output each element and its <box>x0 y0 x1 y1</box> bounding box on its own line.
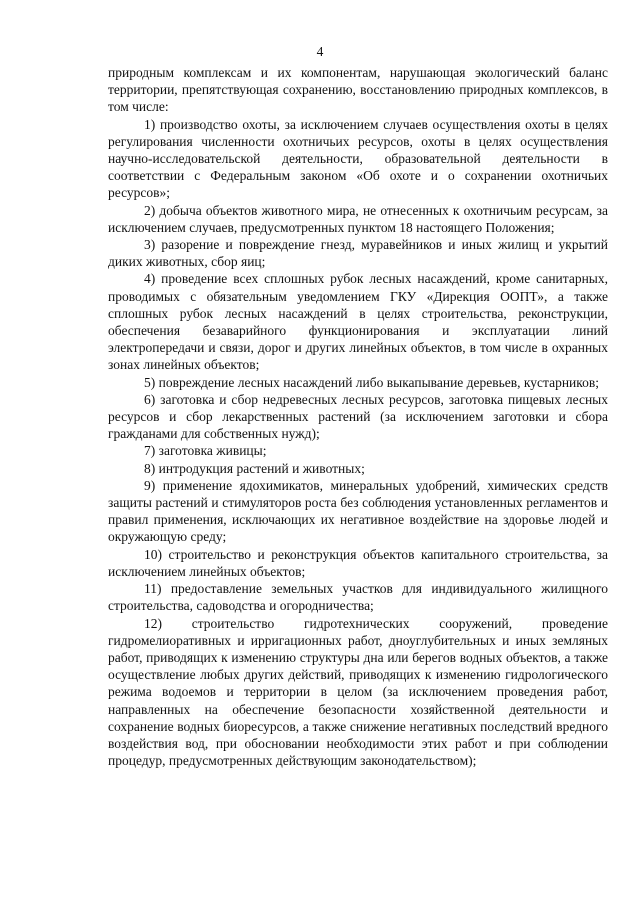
list-item-12: 12) строительство гидротехнических сооружений, проведение гидромелиоративных и ирригационных работ, дноуглубительных и иных земляных работ, приводящих к изменению структуры дна или берегов водных объектов, а также осуществление любых других действий, приводящих к изменению гидрологического режима водоемов и территории в целом (за исключением проведения работ, направленных на обеспечение безопасности хозяйственной деятельности и сохранение водных биоресурсов, а также снижение негативных последствий вредного воздействия вод, при обосновании необходимости этих работ и при соблюдении процедур, предусмотренных действующим законодательством); <box>108 615 608 769</box>
list-item-1: 1) производство охоты, за исключением случаев осуществления охоты в целях регулирования численности охотничьих ресурсов, охоты в целях осуществления научно-исследовательской деятельности, образовательной деятельности в соответствии с Федеральным законом «Об охоте и о сохранении охотничьих ресурсов»; <box>108 116 608 201</box>
list-item-3: 3) разорение и повреждение гнезд, муравейников и иных жилищ и укрытий диких животных, сбор яиц; <box>108 237 608 270</box>
page-number: 4 <box>316 44 324 59</box>
list-item-6: 6) заготовка и сбор недревесных лесных ресурсов, заготовка пищевых лесных ресурсов и сбор лекарственных растений (за исключением заготовки и сбора гражданами для собственных нужд); <box>108 391 608 442</box>
list-item-5: 5) повреждение лесных насаждений либо выкапывание деревьев, кустарников; <box>144 374 600 390</box>
list-item-9: 9) применение ядохимикатов, минеральных удобрений, химических средств защиты растений и стимуляторов роста без соблюдения установленных регламентов и правил применения, исключающих их негативное воздействие на здоровье людей и окружающую среду; <box>108 477 608 545</box>
paragraph-intro: природным комплексам и их компонентам, нарушающая экологический баланс территории, препятствующая сохранению, восстановлению природных комплексов, в том числе: <box>108 65 608 115</box>
list-item-7: 7) заготовка живицы; <box>144 443 267 459</box>
list-item-10: 10) строительство и реконструкция объектов капитального строительства, за исключением линейных объектов; <box>108 546 608 579</box>
document-body <box>108 64 608 769</box>
list-item-2: 2) добыча объектов животного мира, не отнесенных к охотничьим ресурсам, за исключением случаев, предусмотренных пунктом 18 настоящего Положения; <box>108 202 608 235</box>
list-item-11: 11) предоставление земельных участков для индивидуального жилищного строительства, садоводства и огородничества; <box>108 581 608 614</box>
list-item-8: 8) интродукция растений и животных; <box>144 460 365 476</box>
list-item-4: 4) проведение всех сплошных рубок лесных насаждений, кроме санитарных, проводимых с обязательным уведомлением ГКУ «Дирекция ООПТ», а также сплошных рубок лесных насаждений в целях строительства, реконструкции, обеспечения безаварийного функционирования и эксплуатации линий электропередачи и связи, дорог и других линейных объектов, в том числе в охранных зонах линейных объектов; <box>108 271 608 373</box>
